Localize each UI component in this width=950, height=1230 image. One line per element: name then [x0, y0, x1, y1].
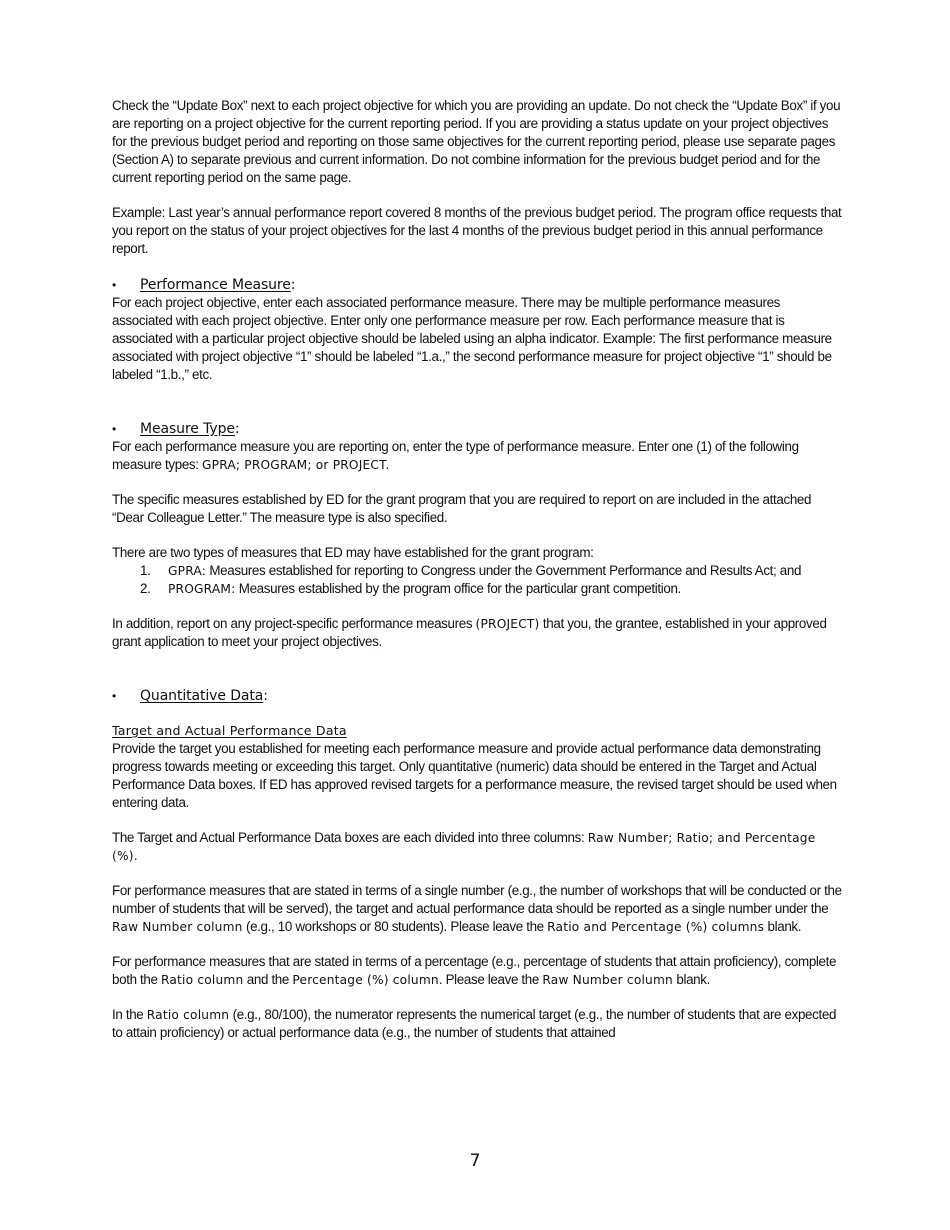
bullet-icon: • [112, 278, 116, 292]
single-number-paragraph: For performance measures that are stated in terms of a single number (e.g., the number of workshops that will be conducted or the number of students that will be served), the target and actual performance data should be reported as a single number under the Raw Number column (e.g., 10 workshops or 80 students). Please leave the Ratio and Percentage (%) columns blank. [112, 883, 842, 934]
instructions-update-box: Check the “Update Box” next to each project objective for which you are providing an update. Do not check the “Update Box” if you are reporting on a project objective for the current reporting period. If you are providing a status update on your project objectives for the previous budget period and reporting on those same objectives for the current reporting period, please use separate pages (Section A) to separate previous and current information. Do not combine information for the previous budget period and for the current reporting period on the same page. [112, 98, 841, 185]
page-number: 7 [469, 1151, 481, 1171]
ratio-column-paragraph: In the Ratio column (e.g., 80/100), the numerator represents the numerical target (e.g., the number of students that are expected to attain proficiency) or actual performance data (e.g., the number of students that attained [112, 1007, 837, 1040]
measure-type-title: Measure Type [140, 421, 235, 437]
target-actual-body: Provide the target you established for meeting each performance measure and provide actual performance data demonstrating progress towards meeting or exceeding this target. Only quantitative (numeric) data should be entered in the Target and Actual Performance Data boxes. If ED has approved revised targets for a performance measure, the revised target should be used when entering data. [112, 741, 837, 810]
section-quantitative-data-heading: • Quantitative Data: [112, 688, 268, 704]
measure-types-list: GPRA; PROGRAM; or PROJECT. [202, 458, 390, 472]
specific-measures-paragraph: The specific measures established by ED for the grant program that you are required to report on are included in the attached “Dear Colleague Letter.” The measure type is also specified. [112, 492, 812, 525]
performance-measure-title: Performance Measure [140, 277, 291, 293]
bullet-icon: • [112, 689, 116, 703]
measure-type-body: For each performance measure you are reporting on, enter the type of performance measure. Enter one (1) of the following measure types: GPRA; PROGRAM; or PROJECT. [112, 439, 799, 472]
list-item: 1. GPRA: Measures established for reporting to Congress under the Government Performance and Results Act; and [140, 563, 802, 578]
section-performance-measure-heading: • Performance Measure: [112, 277, 296, 293]
project-specific-paragraph: In addition, report on any project-specific performance measures (PROJECT) that you, the grantee, established in your approved grant application to meet your project objectives. [112, 616, 827, 649]
document-page [112, 97, 842, 1042]
list-item: 2. PROGRAM: Measures established by the program office for the particular grant competition. [140, 581, 681, 596]
section-measure-type-heading: • Measure Type: [112, 421, 240, 437]
quantitative-data-title: Quantitative Data [140, 688, 264, 704]
three-columns-paragraph: The Target and Actual Performance Data boxes are each divided into three columns: Raw Number; Ratio; and Percentage (%). [112, 830, 816, 863]
example-paragraph: Example: Last year’s annual performance report covered 8 months of the previous budget period. The program office requests that you report on the status of your project objectives for the last 4 months of the previous budget period in this annual performance report. [112, 205, 842, 256]
two-types-paragraph: There are two types of measures that ED may have established for the grant program: [112, 545, 594, 560]
percentage-paragraph: For performance measures that are stated in terms of a percentage (e.g., percentage of students that attain proficiency), complete both the Ratio column and the Percentage (%) column. Please leave the Raw Number column blank. [112, 954, 837, 987]
bullet-icon: • [112, 422, 116, 436]
measure-types-numbered-list [112, 562, 842, 598]
target-actual-subheading: Target and Actual Performance Data [112, 723, 347, 738]
performance-measure-body: For each project objective, enter each associated performance measure. There may be multiple performance measures associated with each project objective. Enter only one performance measure per row. Each performance measure that is associated with a particular project objective should be labeled using an alpha indicator. Example: The first performance measure associated with project objective “1” should be labeled “1.a.,” the second performance measure for project objective “1” should be labeled “1.b.,” etc. [112, 295, 832, 382]
